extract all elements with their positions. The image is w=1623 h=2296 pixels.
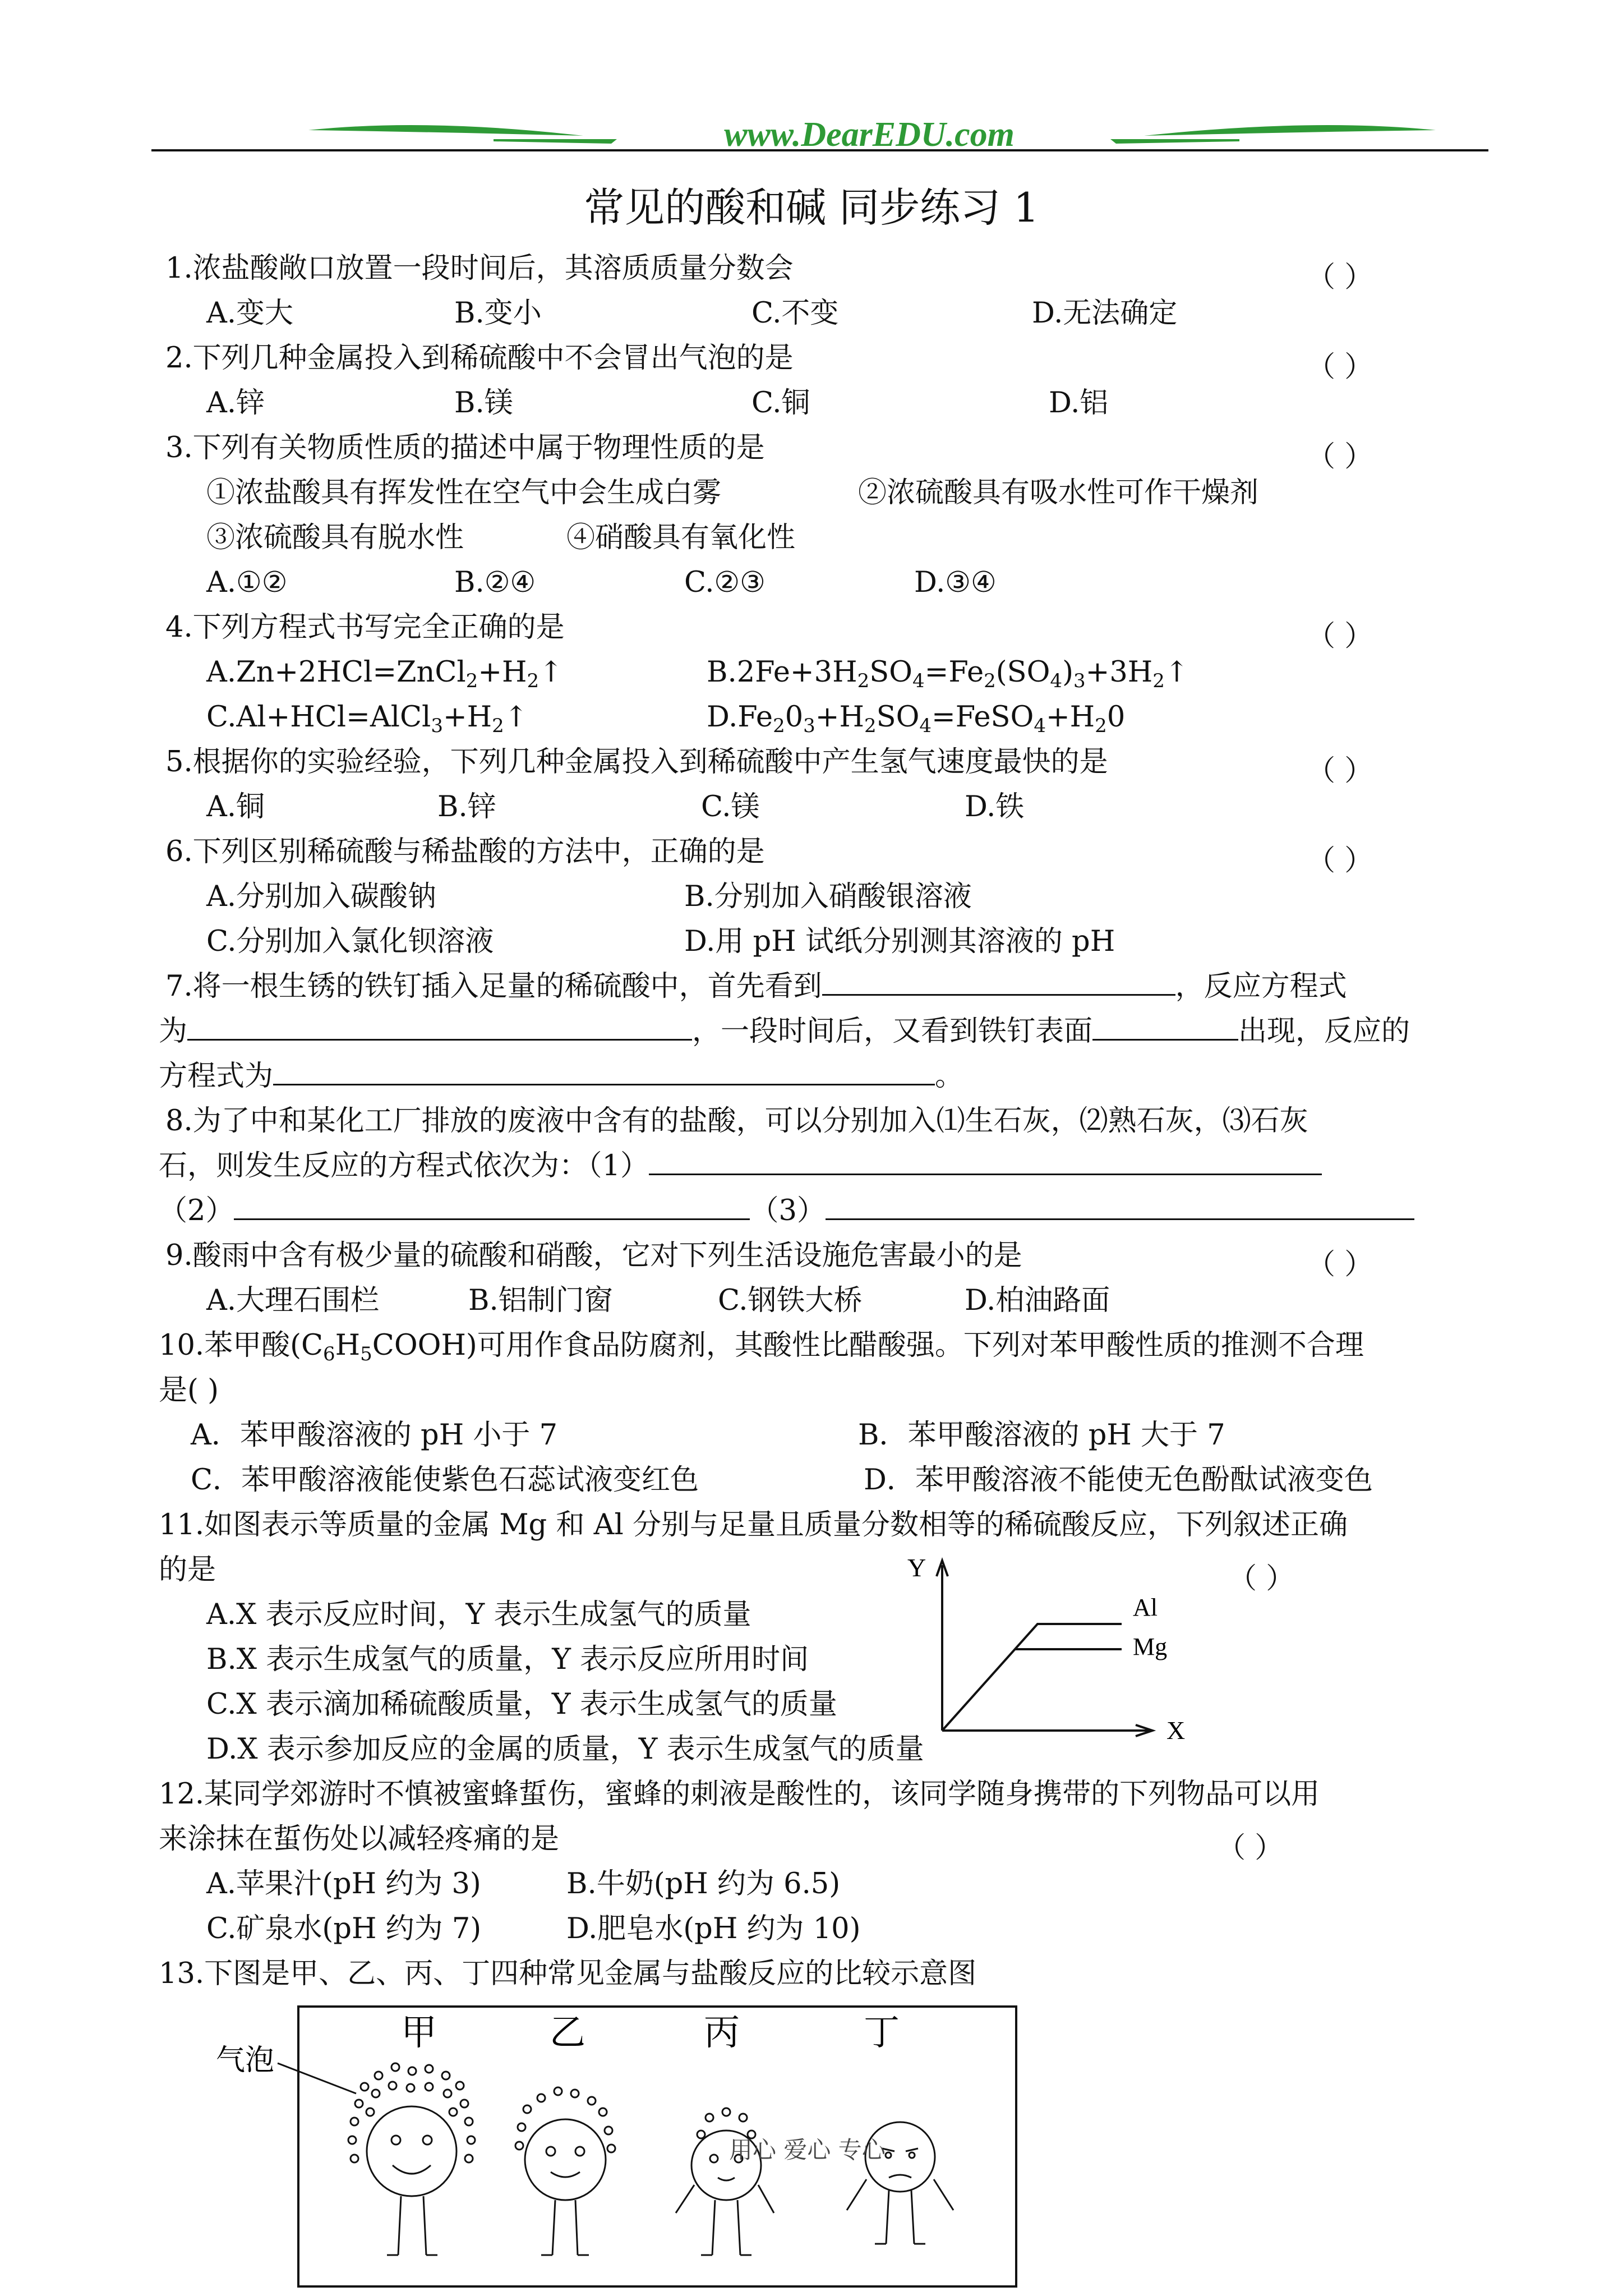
- q10-option-c: C．苯甲酸溶液能使紫色石蕊试液变红色: [191, 1464, 699, 1497]
- q7-text-7: 。: [935, 1060, 964, 1093]
- page-title: 常见的酸和碱 同步练习 1: [584, 184, 1039, 231]
- q4-option-d: $D.Fe_20_3+H_2SO_4=FeSO_4+H_20$: [707, 701, 1126, 737]
- q8-label-3: （3）: [750, 1194, 826, 1227]
- figure-bing: [676, 2108, 774, 2255]
- graph-x-label: X: [1166, 1716, 1186, 1745]
- q6-option-c: C.分别加入氯化钡溶液: [206, 925, 494, 958]
- q4-option-a: $A.Zn+2HCl=ZnCl_2+H_2↑$: [206, 656, 563, 692]
- q10-line-1: 10.苯甲酸$(C_6H_5COOH)$可用作食品防腐剂，其酸性比醋酸强。下列对苯甲酸性质的推测不合理: [159, 1329, 1364, 1365]
- q11-option-d: D.X 表示参加反应的金属的质量，Y 表示生成氢气的质量: [206, 1733, 924, 1766]
- q2-option-b: B.镁: [454, 386, 513, 420]
- q7-text-3: 为: [159, 1015, 188, 1048]
- q1-answer-paren: （ ）: [1307, 261, 1373, 294]
- q2-option-d: D.铝: [1049, 386, 1109, 420]
- q2-answer-paren: （ ）: [1307, 351, 1373, 384]
- q7-text-6: 方程式为: [159, 1060, 274, 1093]
- q3-option-c: C.②③: [684, 566, 766, 599]
- graph-al-label: Al: [1133, 1594, 1158, 1621]
- graph-y-label: Y: [907, 1554, 926, 1582]
- q7-line-2: [159, 1010, 1410, 1053]
- q7-blank-2[interactable]: [187, 1010, 692, 1041]
- q11-graph: [886, 1554, 1223, 1756]
- metal-label-yi: 乙: [550, 2013, 585, 2053]
- q12-answer-paren: （ ）: [1217, 1832, 1284, 1865]
- metal-label-ding: 丁: [864, 2013, 900, 2053]
- q12-option-c: C.矿泉水(pH 约为 7): [206, 1912, 482, 1945]
- q11-option-a: A.X 表示反应时间，Y 表示生成氢气的质量: [206, 1598, 751, 1631]
- q7-line-1: [165, 965, 1347, 1009]
- q3-option-b: B.②④: [454, 566, 536, 599]
- q8-blank-1[interactable]: [649, 1144, 1322, 1175]
- q6-option-d: D.用 pH 试纸分别测其溶液的 pH: [684, 925, 1115, 958]
- q4-stem: 4.下列方程式书写完全正确的是: [165, 611, 565, 644]
- q11-answer-paren: （ ）: [1228, 1562, 1295, 1595]
- q1-option-b: B.变小: [454, 297, 542, 330]
- q4-answer-paren: （ ）: [1307, 620, 1373, 653]
- q3-statement-2: ②浓硫酸具有吸水性可作干燥剂: [858, 476, 1259, 509]
- q9-answer-paren: （ ）: [1307, 1248, 1373, 1281]
- q4-option-c: $C.Al+HCl=AlCl_3+H_2↑$: [206, 701, 528, 737]
- q3-statement-3: ③浓硫酸具有脱水性: [206, 521, 464, 554]
- q9-stem: 9.酸雨中含有极少量的硫酸和硝酸，它对下列生活设施危害最小的是: [165, 1239, 1022, 1272]
- q9-option-a: A.大理石围栏: [206, 1284, 380, 1317]
- bubble-label: 气泡: [216, 2045, 275, 2077]
- q3-option-a: A.①②: [206, 566, 288, 599]
- q6-stem: 6.下列区别稀硫酸与稀盐酸的方法中，正确的是: [165, 835, 765, 868]
- q7-blank-4[interactable]: [273, 1055, 935, 1085]
- q12-option-a: A.苹果汁(pH 约为 3): [206, 1867, 481, 1901]
- metal-label-jia: 甲: [401, 2013, 437, 2053]
- q3-statement-1: ①浓盐酸具有挥发性在空气中会生成白雾: [206, 476, 722, 509]
- q9-option-c: C.钢铁大桥: [718, 1284, 863, 1317]
- q3-answer-paren: （ ）: [1307, 440, 1373, 473]
- q1-option-d: D.无法确定: [1032, 297, 1178, 330]
- q12-option-b: B.牛奶(pH 约为 6.5): [566, 1867, 841, 1901]
- q6-option-b: B.分别加入硝酸银溶液: [684, 880, 972, 913]
- q12-line-1: 12.某同学郊游时不慎被蜜蜂蜇伤，蜜蜂的刺液是酸性的，该同学随身携带的下列物品可以用: [159, 1778, 1320, 1811]
- q5-option-d: D.铁: [965, 790, 1025, 823]
- q6-option-a: A.分别加入碳酸钠: [206, 880, 437, 913]
- q1-option-c: C.不变: [751, 297, 839, 330]
- q10-option-d: D．苯甲酸溶液不能使无色酚酞试液变色: [864, 1464, 1373, 1497]
- q10-line-2: 是( ): [159, 1374, 219, 1407]
- q11-line-1: 11.如图表示等质量的金属 Mg 和 Al 分别与足量且质量分数相等的稀硫酸反应，下列叙述正确: [159, 1508, 1348, 1542]
- q5-option-c: C.镁: [701, 790, 760, 823]
- q7-line-3: [159, 1055, 963, 1098]
- q7-text-4: ，一段时间后，又看到铁钉表面: [692, 1015, 1093, 1048]
- q6-answer-paren: （ ）: [1307, 844, 1373, 877]
- page-footer: 用心 爱心 专心: [729, 2136, 886, 2164]
- q3-statement-4: ④硝酸具有氧化性: [566, 521, 796, 554]
- q3-option-d: D.③④: [914, 566, 997, 599]
- q3-stem: 3.下列有关物质性质的描述中属于物理性质的是: [165, 431, 765, 464]
- q8-line-2: [159, 1144, 1322, 1188]
- q1-stem: 1.浓盐酸敞口放置一段时间后，其溶质质量分数会: [165, 252, 794, 285]
- q5-answer-paren: （ ）: [1307, 754, 1373, 788]
- q8-line-3: [159, 1189, 1414, 1233]
- q8-blank-2[interactable]: [234, 1189, 750, 1220]
- q7-text-2: ，反应方程式: [1175, 970, 1347, 1003]
- q7-blank-1[interactable]: [822, 965, 1175, 996]
- q8-blank-3[interactable]: [826, 1189, 1414, 1220]
- q10-option-b: B．苯甲酸溶液的 pH 大于 7: [858, 1419, 1225, 1452]
- q11-line-2: 的是: [159, 1553, 216, 1586]
- q8-label-2: （2）: [159, 1194, 234, 1227]
- q8-text-2: 石，则发生反应的方程式依次为：（1）: [159, 1149, 649, 1182]
- q1-option-a: A.变大: [206, 297, 294, 330]
- q13-figure: [208, 1997, 1038, 2289]
- figure-jia: [348, 2063, 475, 2255]
- q2-stem: 2.下列几种金属投入到稀硫酸中不会冒出气泡的是: [165, 342, 794, 375]
- q8-line-1: 8.为了中和某化工厂排放的废液中含有的盐酸，可以分别加入⑴生石灰，⑵熟石灰，⑶石灰: [165, 1105, 1308, 1138]
- q5-stem: 5.根据你的实验经验，下列几种金属投入到稀硫酸中产生氢气速度最快的是: [165, 746, 1108, 779]
- logo-text: www.DearEDU.com: [724, 116, 1015, 154]
- q11-option-c: C.X 表示滴加稀硫酸质量，Y 表示生成氢气的质量: [206, 1688, 837, 1721]
- q7-text-1: 7.将一根生锈的铁钉插入足量的稀硫酸中，首先看到: [165, 970, 822, 1003]
- q7-text-5: 出现，反应的: [1238, 1015, 1410, 1048]
- header-logo: [146, 107, 1492, 163]
- q7-blank-3[interactable]: [1092, 1010, 1238, 1041]
- q12-line-2: 来涂抹在蜇伤处以减轻疼痛的是: [159, 1823, 560, 1856]
- q13-stem: 13.下图是甲、乙、丙、丁四种常见金属与盐酸反应的比较示意图: [159, 1957, 977, 1990]
- q12-option-d: D.肥皂水(pH 约为 10): [566, 1912, 861, 1945]
- q11-option-b: B.X 表示生成氢气的质量，Y 表示反应所用时间: [206, 1643, 809, 1676]
- q5-option-b: B.锌: [437, 790, 496, 823]
- bubble-pointer: [278, 2063, 356, 2093]
- metal-label-bing: 丙: [704, 2013, 740, 2053]
- figure-yi: [515, 2087, 615, 2255]
- q9-option-d: D.柏油路面: [965, 1284, 1110, 1317]
- header-rule: [151, 149, 1488, 151]
- q9-option-b: B.铝制门窗: [468, 1284, 613, 1317]
- graph-mg-label: Mg: [1133, 1633, 1168, 1660]
- q5-option-a: A.铜: [206, 790, 265, 823]
- al-curve: [942, 1624, 1122, 1731]
- q10-option-a: A．苯甲酸溶液的 pH 小于 7: [191, 1419, 558, 1452]
- q4-option-b: $B.2Fe+3H_2SO_4=Fe_2(SO_4)_3+3H_2↑$: [707, 656, 1189, 692]
- q2-option-a: A.锌: [206, 386, 265, 420]
- q2-option-c: C.铜: [751, 386, 810, 420]
